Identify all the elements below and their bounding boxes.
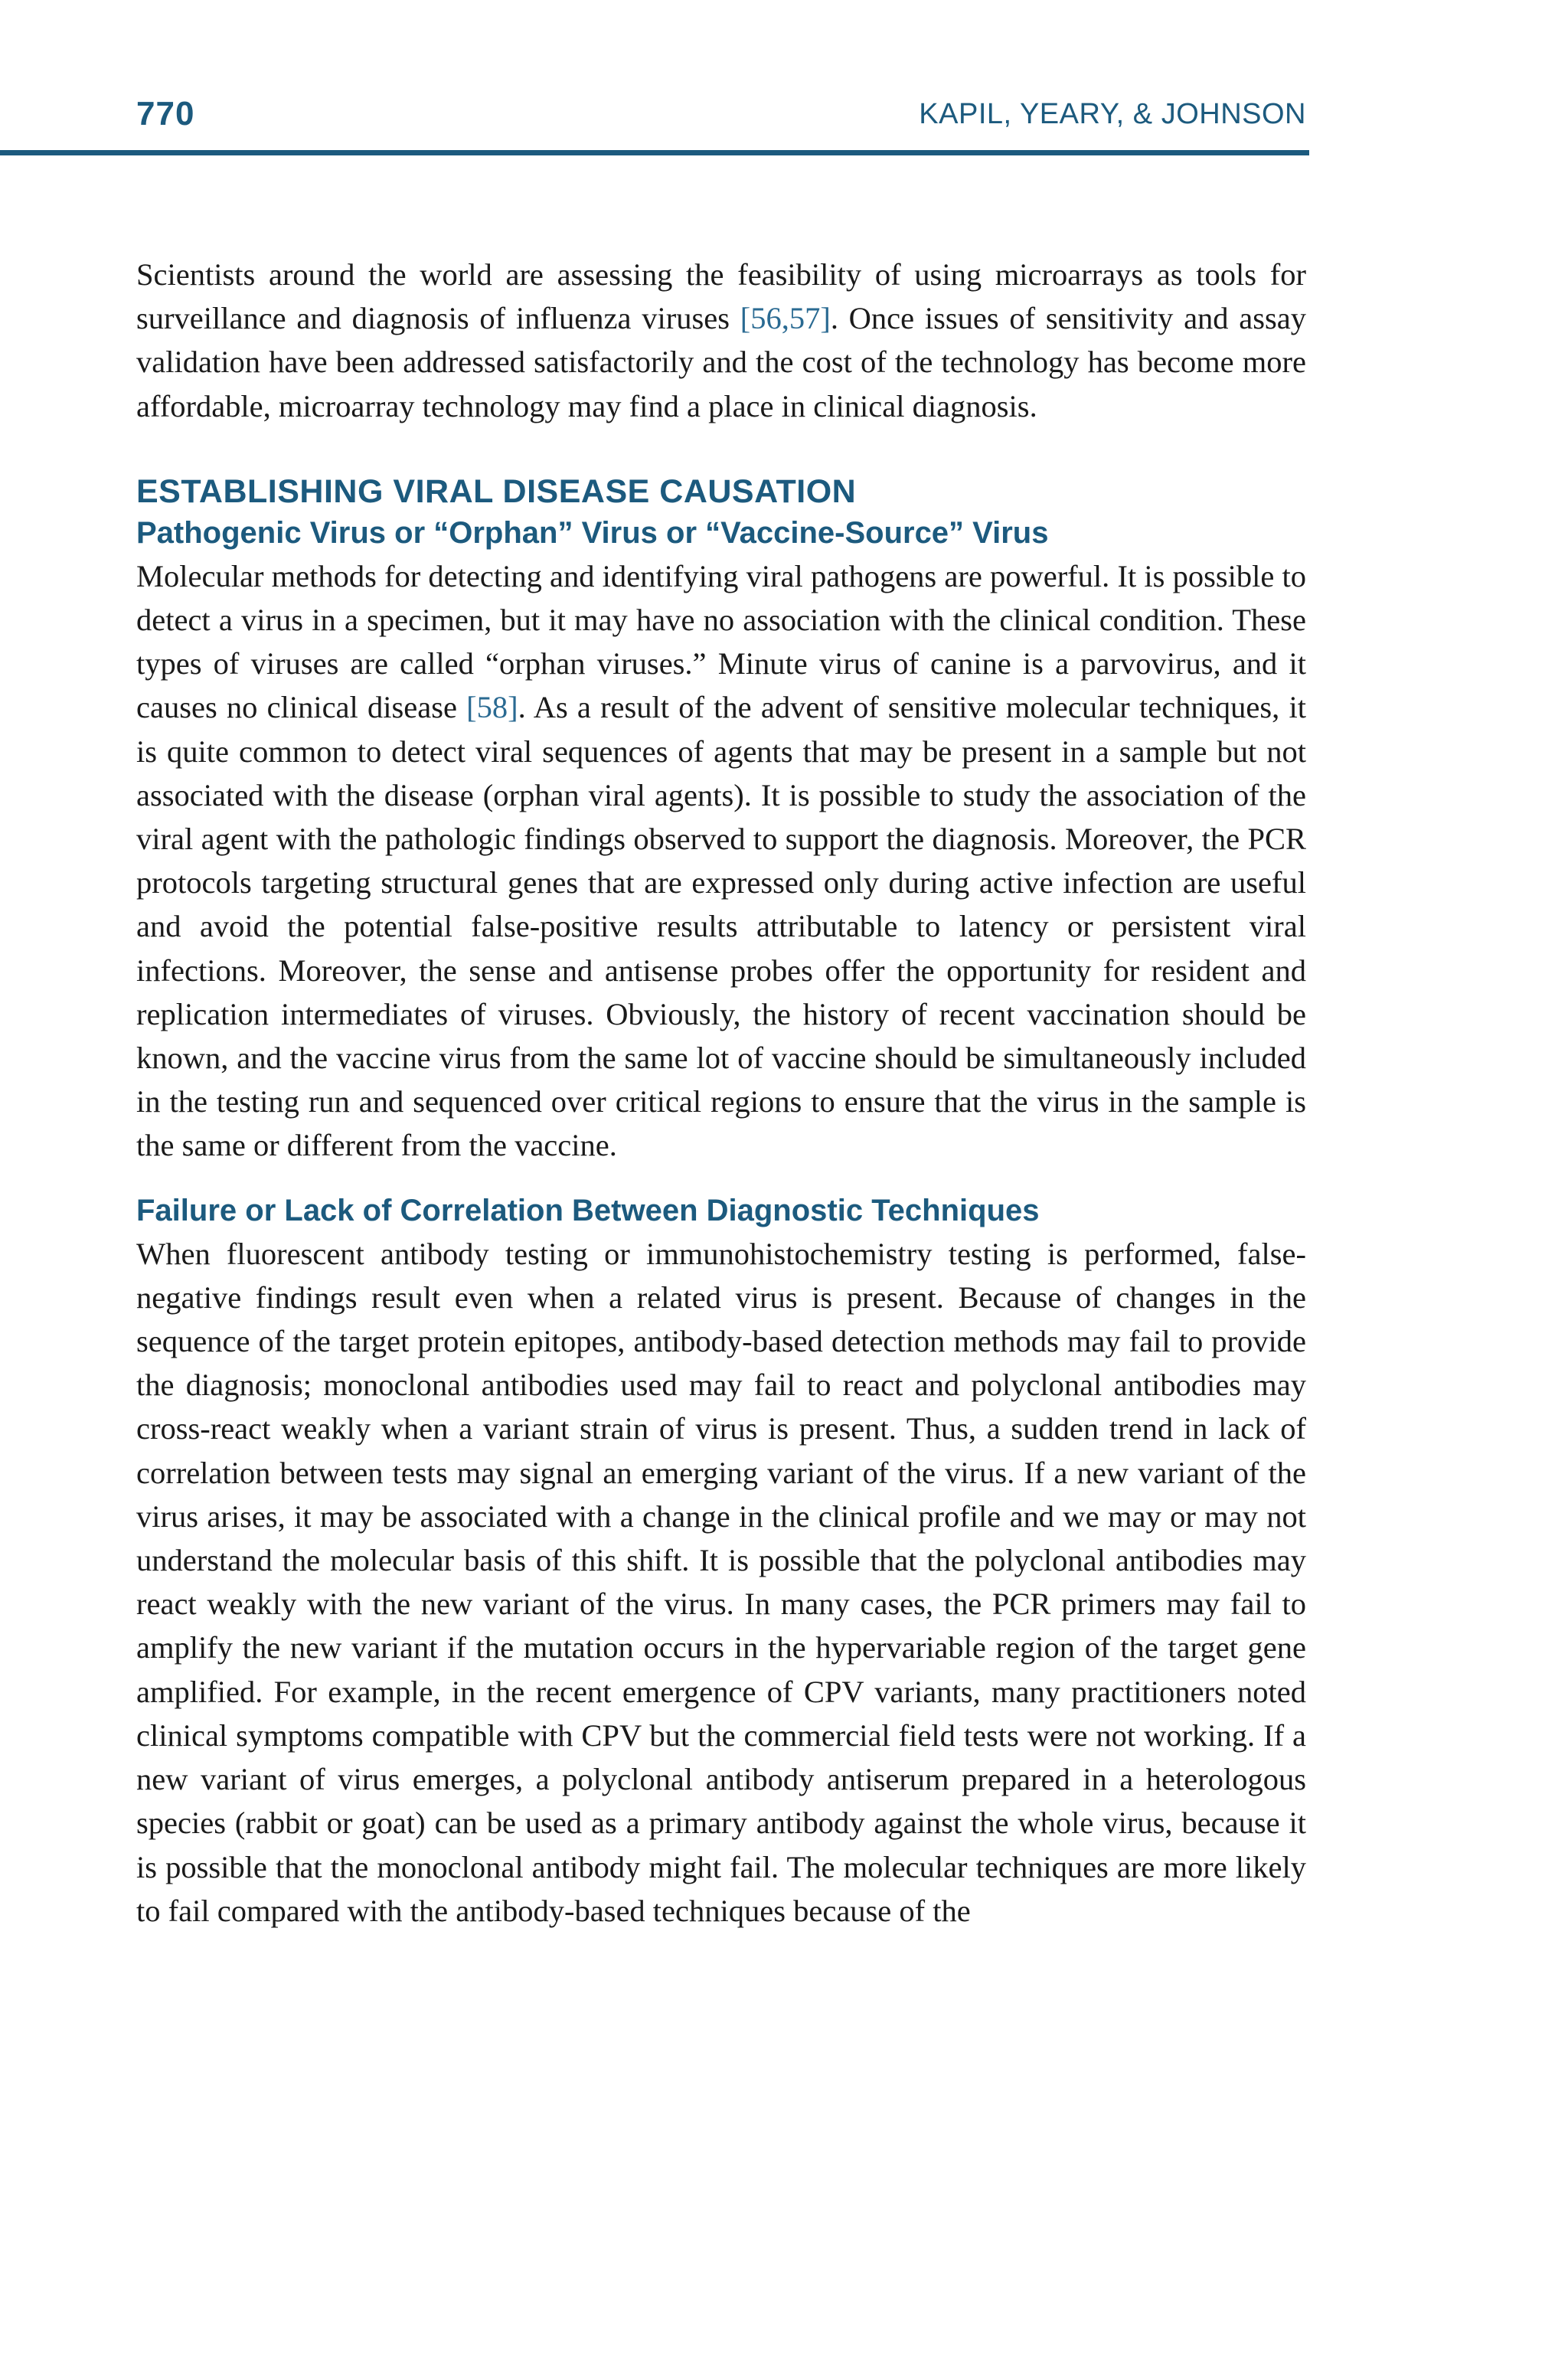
intro-text-b: . Once issues of sensitivity and assay validation have been addressed satisfactorily and the cost of the technology has become more affordable, microarray technology may find a place in clinical diagnosis.	[136, 301, 1307, 423]
pathogenic-text-b: . As a result of the advent of sensitive molecular techniques, it is quite common to detect viral sequences of agents that may be present in a sample but not associated with the disease (orphan viral agents). It is possible to study the association of the viral agent with the pathologic findings observed to support the diagnosis. Moreover, the PCR protocols targeting structural genes that are expressed only during active infection are useful and avoid the potential false-positive results attributable to latency or persistent viral infections. Moreover, the sense and antisense probes offer the opportunity for resident and replication intermediates of viruses. Obviously, the history of recent vaccination should be known, and the vaccine virus from the same lot of vaccine should be simultaneously included in the testing run and sequenced over critical regions to ensure that the virus in the sample is the same or different from the vaccine.	[136, 690, 1306, 1163]
intro-text-a: Scientists around the world are assessing the feasibility of using microarrays as tools for surveillance and diagnosis of influenza viruses	[136, 257, 1306, 336]
page-header	[136, 95, 1306, 141]
section-heading: ESTABLISHING VIRAL DISEASE CAUSATION	[136, 472, 857, 510]
subheading-pathogenic-virus: Pathogenic Virus or “Orphan” Virus or “Vaccine-Source” Virus	[136, 515, 1049, 550]
citation-link[interactable]: [56,57]	[740, 301, 831, 336]
intro-paragraph	[136, 253, 1306, 428]
subheading-correlation-failure: Failure or Lack of Correlation Between Diagnostic Techniques	[136, 1193, 1040, 1227]
correlation-failure-paragraph: When fluorescent antibody testing or immunohistochemistry testing is performed, false-negative findings result even when a related virus is present. Because of changes in the sequence of the target protein epitopes, antibody-based detection methods may fail to provide the diagnosis; monoclonal antibodies used may fail to react and polyclonal antibodies may cross-react weakly when a variant strain of virus is present. Thus, a sudden trend in lack of correlation between tests may signal an emerging variant of the virus. If a new variant of the virus arises, it may be associated with a change in the clinical profile and we may or may not understand the molecular basis of this shift. It is possible that the polyclonal antibodies may react weakly with the new variant of the virus. In many cases, the PCR primers may fail to amplify the new variant if the mutation occurs in the hypervariable region of the target gene amplified. For example, in the recent emergence of CPV variants, many practitioners noted clinical symptoms compatible with CPV but the commercial field tests were not working. If a new variant of virus emerges, a polyclonal antibody antiserum prepared in a heterologous species (rabbit or goat) can be used as a primary antibody against the whole virus, because it is possible that the monoclonal antibody might fail. The molecular techniques are more likely to fail compared with the antibody-based techniques because of the	[136, 1236, 1306, 1928]
header-rule	[0, 150, 1309, 155]
citation-link[interactable]: [58]	[466, 690, 518, 725]
page-number: 770	[136, 95, 195, 132]
pathogenic-virus-paragraph	[136, 554, 1306, 1168]
running-head: KAPIL, YEARY, & JOHNSON	[919, 98, 1306, 130]
pathogenic-text-a: Molecular methods for detecting and identifying viral pathogens are powerful. It is possible to detect a virus in a specimen, but it may have no association with the clinical condition. These types of viruses are called “orphan viruses.” Minute virus of canine is a parvovirus, and it causes no clinical disease	[136, 558, 1306, 725]
article-body	[136, 253, 1306, 1933]
